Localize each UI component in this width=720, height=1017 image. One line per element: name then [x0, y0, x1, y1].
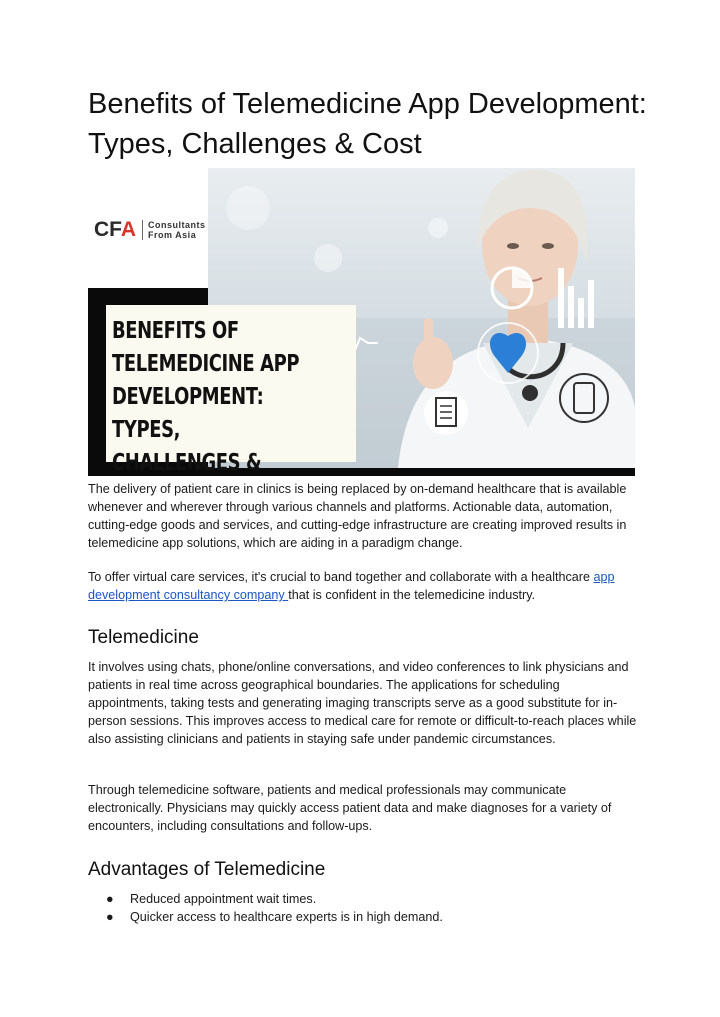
list-item: ● Reduced appointment wait times.: [106, 892, 317, 906]
intro-paragraph-1: The delivery of patient care in clinics is being replaced by on-demand healthcare that is available whenever and wherever through various channels and platforms. Actionable data, automation, cutting-edge goods and services, and cutting-edge infrastructure are creating improved results in telemedicine app solutions, which are aiding in a paradigm change.: [88, 482, 627, 550]
advantages-heading: Advantages of Telemedicine: [88, 859, 326, 880]
bar-chart-icon: [558, 268, 594, 328]
banner-headline: BENEFITS OF TELEMEDICINE APP DEVELOPMENT: TYPES, CHALLENGES &: [112, 318, 300, 476]
logo-tagline: Consultants From Asia: [142, 220, 206, 240]
banner-headline-box: [106, 305, 356, 476]
advantages-list: [88, 890, 638, 926]
list-item: ● Quicker access to healthcare experts is in high demand.: [106, 910, 443, 924]
logo-mark: CFA: [94, 218, 137, 241]
telemedicine-heading: Telemedicine: [88, 627, 199, 648]
bullet-icon: ●: [106, 892, 114, 906]
heart-icon: [478, 323, 538, 383]
intro-paragraph-2: To offer virtual care services, it's crucial to band together and collaborate with a healthcare app development consultancy company that is confident in the telemedicine industry.: [88, 570, 615, 602]
document-title: Benefits of Telemedicine App Development: Types, Challenges & Cost: [88, 88, 647, 160]
clipboard-icon: [424, 391, 468, 435]
logo-panel: [88, 168, 208, 288]
telemedicine-paragraph-2: Through telemedicine software, patients and medical professionals may communicate electronically. Physicians may quickly access patient data and make diagnoses for a variety of encounters, including consultations and follow-ups.: [88, 783, 612, 833]
bullet-icon: ●: [106, 910, 114, 924]
hero-banner-image: [88, 168, 635, 476]
telemedicine-paragraph-1: It involves using chats, phone/online conversations, and video conferences to link physicians and patients in real time across geographical boundaries. The applications for scheduling appointments, taking tests and generating imaging transcripts serve as a good substitute for in-person sessions. This improves access to medical care for remote or difficult-to-reach places while also assisting clinicians and patients in staying safe under pandemic circumstances.: [88, 660, 637, 746]
cfa-logo: [94, 216, 210, 244]
pie-chart-icon: [492, 268, 532, 308]
consultancy-link[interactable]: app development consultancy company: [88, 570, 615, 602]
tablet-icon: [560, 374, 608, 422]
